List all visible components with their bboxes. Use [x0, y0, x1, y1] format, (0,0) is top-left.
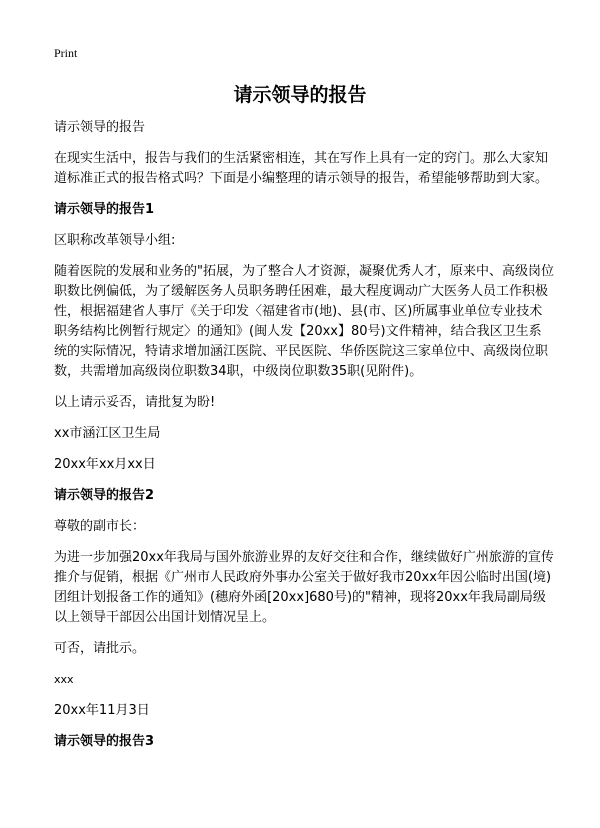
section-1-signature: xx市涵江区卫生局 — [54, 426, 161, 441]
section-2-signature: xxx — [54, 673, 74, 686]
page-title: 请示领导的报告 — [233, 84, 367, 106]
section-1-closing: 以上请示妥否，请批复为盼! — [54, 395, 216, 410]
print-link[interactable]: Print — [54, 46, 78, 60]
section-heading-1: 请示领导的报告1 — [54, 202, 155, 217]
section-1-salutation: 区职称改革领导小组: — [54, 233, 176, 248]
section-heading-2: 请示领导的报告2 — [54, 488, 155, 503]
document-body — [54, 118, 554, 763]
section-1-date: 20xx年xx月xx日 — [54, 457, 156, 472]
section-heading-3: 请示领导的报告3 — [54, 734, 155, 749]
section-1-body: 随着医院的发展和业务的"拓展，为了整合人才资源，凝聚优秀人才，原来中、高级岗位职数比例偏低，为了缓解医务人员职务聘任困难，最大程度调动广大医务人员工作积极性，根据福建省人事厅《关于印发〈福建省市(地)、县(市、区)所属事业单位专业技术职务结构比例暂行规定〉的通知》(闽人发【20xx】80号)文件精神，结合我区卫生系统的实际情况，特请求增加涵江医院、平民医院、华侨医院这三家单位中、高级岗位职数，共需增加高级岗位职数34职，中级岗位职数35职(见附件)。 — [54, 264, 554, 379]
section-2-closing: 可否，请批示。 — [54, 641, 146, 656]
intro-paragraph: 在现实生活中，报告与我们的生活紧密相连，其在写作上具有一定的窍门。那么大家知道标准正式的报告格式吗？下面是小编整理的请示领导的报告，希望能够帮助到大家。 — [54, 151, 549, 186]
section-2-date: 20xx年11月3日 — [54, 703, 150, 718]
section-2-body: 为进一步加强20xx年我局与国外旅游业界的友好交往和合作，继续做好广州旅游的宣传推介与促销，根据《广州市人民政府外事办公室关于做好我市20xx年因公临时出国(境)团组计划报备工作的通知》(穗府外函[20xx]680号)的"精神，现将20xx年我局副局级以上领导干部因公出国计划情况呈上。 — [54, 550, 554, 625]
intro-label: 请示领导的报告 — [54, 120, 146, 135]
section-2-salutation: 尊敬的副市长： — [54, 519, 146, 534]
